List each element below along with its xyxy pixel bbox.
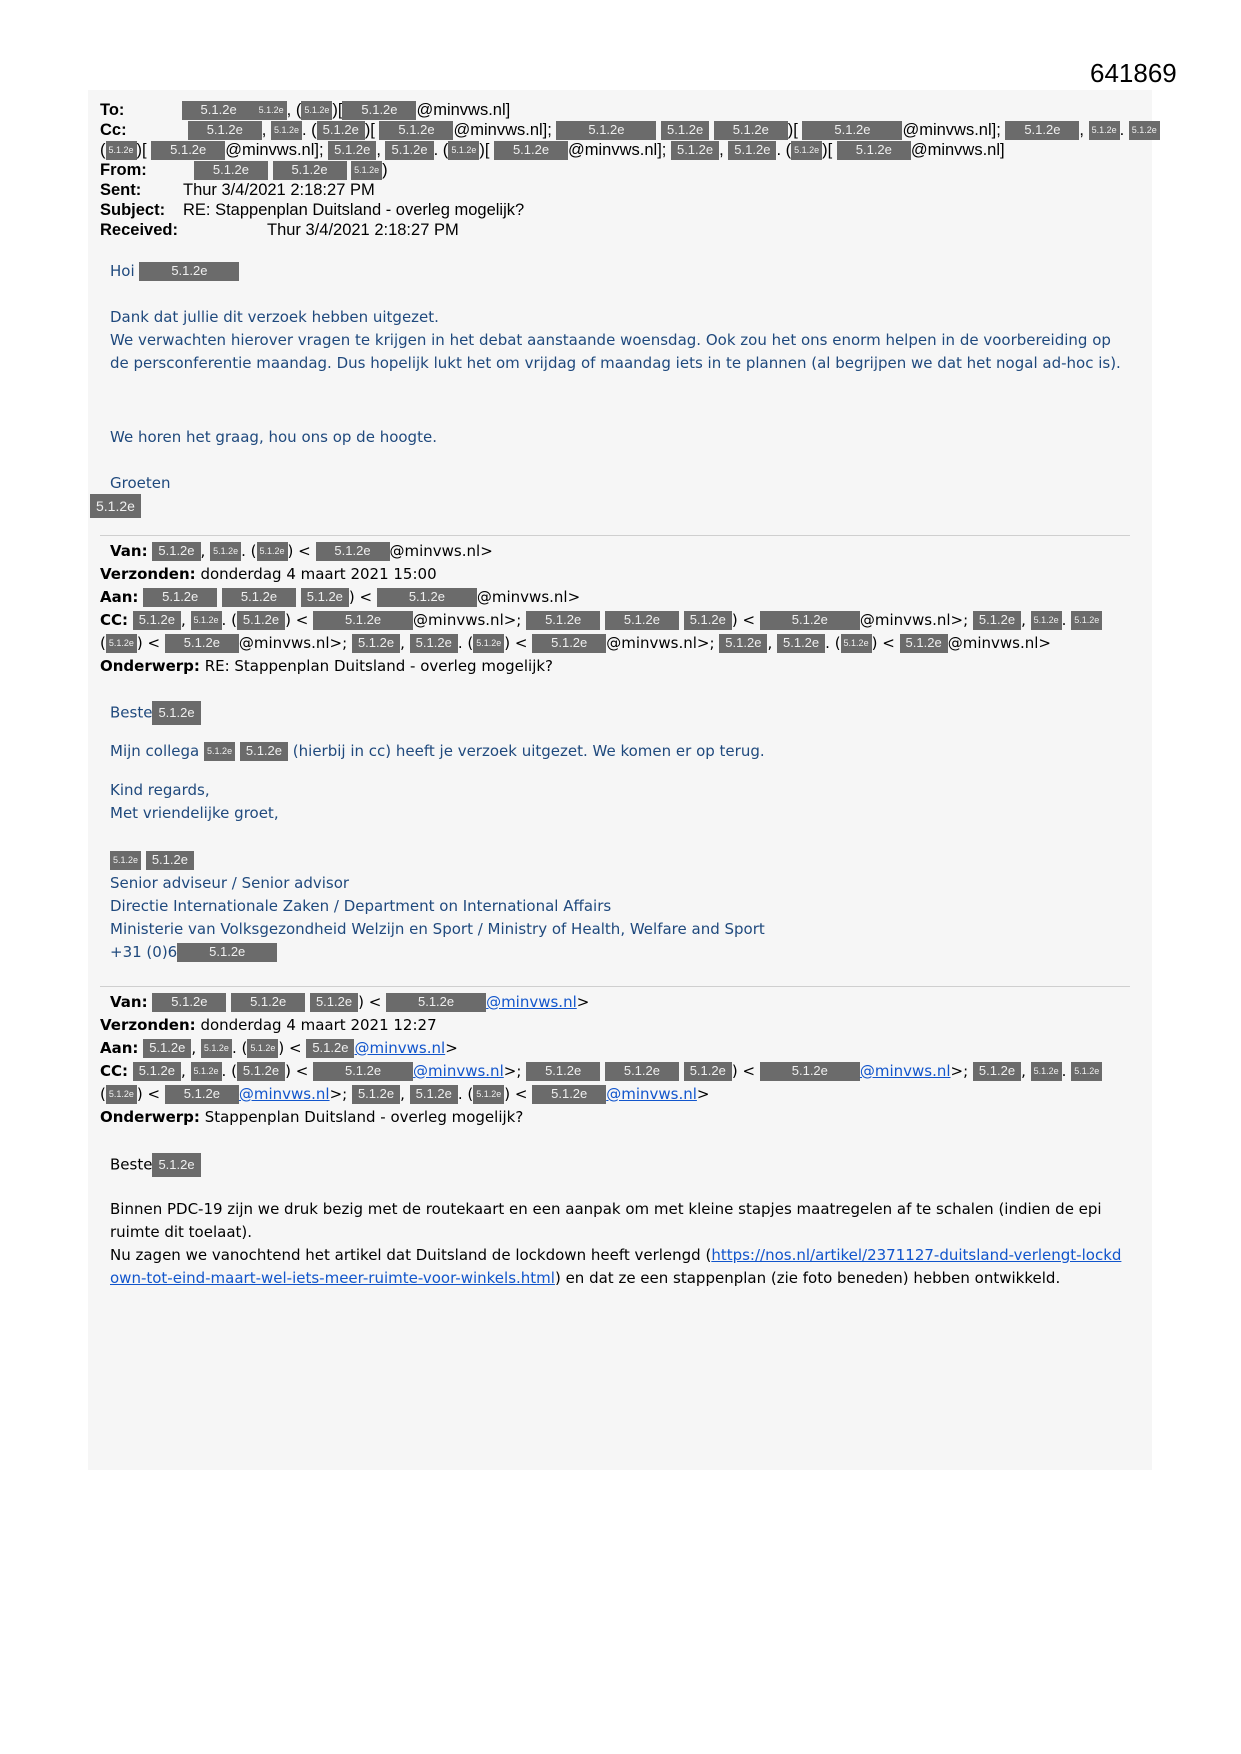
redaction: 5.1.2e xyxy=(379,121,453,140)
verzonden-value: donderdag 4 maart 2021 15:00 xyxy=(200,565,437,583)
redaction: 5.1.2e xyxy=(802,121,902,140)
redaction: 5.1.2e xyxy=(151,141,225,160)
msg3-p2: Nu zagen we vanochtend het artikel dat Duitsland de lockdown heeft verlengd (https://nos.nl/artikel/2371127-duitsland-verlengt-lockdown-tot-eind-maart-wel-iets-meer-ruimte-voor-winkels.html) en dat ze een stappenplan (zie foto beneden) hebben ontwikkeld. xyxy=(110,1246,1122,1287)
redaction: 5.1.2e xyxy=(237,1062,285,1081)
redaction: 5.1.2e xyxy=(273,161,347,180)
redaction: 5.1.2e xyxy=(191,1062,222,1081)
redaction: 5.1.2e xyxy=(661,121,709,140)
redaction: 5.1.2e xyxy=(210,542,241,561)
redaction: 5.1.2e xyxy=(152,701,200,725)
redaction: 5.1.2e xyxy=(473,634,504,653)
msg1-p2: We verwachten hierover vragen te krijgen in het debat aanstaande woensdag. Ook zou het ons enorm helpen in de voorbereiding op de persconferentie maandag. Dus hopelijk lukt het om vrijdag of maandag iets in te plannen (al begrijpen we dat het nogal ad-hoc is). xyxy=(110,331,1121,372)
redaction: 5.1.2e xyxy=(352,1085,400,1104)
redaction: 5.1.2e xyxy=(152,542,200,561)
msg3-van-row: Van: 5.1.2e 5.1.2e 5.1.2e ) < 5.1.2e @minvws.nl> xyxy=(110,993,590,1011)
sent-label: Sent: xyxy=(100,181,142,199)
msg2-kind-regards: Kind regards, xyxy=(110,781,210,799)
redaction: 5.1.2e xyxy=(377,588,477,607)
msg3-cc-row2: ( 5.1.2e ) < 5.1.2e @minvws.nl>; 5.1.2e , 5.1.2e . ( 5.1.2e ) < 5.1.2e @minvws.nl> xyxy=(100,1085,710,1103)
msg1-p3: We horen het graag, hou ons op de hoogte. xyxy=(110,428,437,446)
redaction: 5.1.2e xyxy=(526,611,600,630)
subject-label: Subject: xyxy=(100,201,166,219)
redaction: 5.1.2e xyxy=(1005,121,1079,140)
signature-phone: +31 (0)6 5.1.2e xyxy=(110,941,277,964)
msg2-cc-row2: ( 5.1.2e ) < 5.1.2e @minvws.nl>; 5.1.2e , 5.1.2e . ( 5.1.2e ) < 5.1.2e @minvws.nl>; 5.1.2e , 5.1.2e . ( 5.1.2e ) < 5.1.2e @minvws.nl> xyxy=(100,634,1051,652)
header-received-row xyxy=(100,220,459,240)
redaction: 5.1.2e xyxy=(760,1062,860,1081)
aan-domain: @minvws.nl> xyxy=(476,588,581,606)
msg1-closing: Groeten xyxy=(110,474,171,492)
redaction: 5.1.2e xyxy=(473,1085,504,1104)
msg3-greeting: Beste 5.1.2e xyxy=(110,1153,201,1177)
msg1-signature xyxy=(90,494,141,518)
redaction: 5.1.2e xyxy=(182,101,256,120)
van-label: Van: xyxy=(110,993,148,1011)
msg2-verzonden-row xyxy=(100,563,437,586)
onderwerp-value: RE: Stappenplan Duitsland - overleg mogelijk? xyxy=(204,657,554,675)
sent-value: Thur 3/4/2021 2:18:27 PM xyxy=(183,181,375,199)
redaction: 5.1.2e xyxy=(177,943,277,962)
redaction: 5.1.2e xyxy=(1129,121,1160,140)
redaction: 5.1.2e xyxy=(1071,611,1102,630)
redaction: 5.1.2e xyxy=(777,634,825,653)
msg2-greeting: Beste 5.1.2e xyxy=(110,701,201,725)
redaction: 5.1.2e xyxy=(231,993,305,1012)
redaction: 5.1.2e xyxy=(556,121,656,140)
redaction: 5.1.2e xyxy=(1031,611,1062,630)
signature-department: Directie Internationale Zaken / Department on International Affairs xyxy=(110,897,612,915)
header-from-row: From: 5.1.2e 5.1.2e 5.1.2e ) xyxy=(100,161,388,179)
msg2-cc-row1: CC: 5.1.2e , 5.1.2e . ( 5.1.2e ) < 5.1.2e @minvws.nl>; 5.1.2e 5.1.2e 5.1.2e ) < 5.1.2e @minvws.nl>; 5.1.2e , 5.1.2e . 5.1.2e xyxy=(100,609,1102,632)
header-cc-row1: Cc: 5.1.2e , 5.1.2e . ( 5.1.2e )[ 5.1.2e @minvws.nl]; 5.1.2e 5.1.2e 5.1.2e )[ 5.1.2e @minvws.nl]; 5.1.2e , 5.1.2e . 5.1.2e xyxy=(100,120,1160,140)
header-subject-row xyxy=(100,200,525,220)
redaction: 5.1.2e xyxy=(306,1039,354,1058)
redaction: 5.1.2e xyxy=(316,542,390,561)
redaction: 5.1.2e xyxy=(386,993,486,1012)
article-link[interactable]: https://nos.nl/artikel/2371127-duitsland-verlengt-lockdown-tot-eind-maart-wel-iets-meer-ruimte-voor-winkels.html xyxy=(110,1246,1122,1287)
redaction: 5.1.2e xyxy=(106,1085,137,1104)
msg2-van-row: Van: 5.1.2e , 5.1.2e . ( 5.1.2e ) < 5.1.2e @minvws.nl> xyxy=(110,542,493,560)
redaction: 5.1.2e xyxy=(139,262,239,281)
msg1-p1: Dank dat jullie dit verzoek hebben uitgezet. xyxy=(110,308,439,326)
cc-domain: @minvws.nl> xyxy=(947,634,1051,652)
aan-label: Aan: xyxy=(100,588,139,606)
redaction: 5.1.2e xyxy=(385,141,433,160)
redaction: 5.1.2e xyxy=(301,101,332,120)
to-label: To: xyxy=(100,101,125,119)
redaction: 5.1.2e xyxy=(191,611,222,630)
header-sent-row xyxy=(100,180,375,200)
msg2-met-vriendelijke-groet: Met vriendelijke groet, xyxy=(110,804,279,822)
msg2-onderwerp-row xyxy=(100,655,553,678)
redaction: 5.1.2e xyxy=(605,1062,679,1081)
signature-title: Senior adviseur / Senior advisor xyxy=(110,874,350,892)
cc-domain: @minvws.nl]; xyxy=(568,141,667,159)
msg2-line1: Mijn collega 5.1.2e 5.1.2e (hierbij in cc) heeft je verzoek uitgezet. We komen er op terug. xyxy=(110,742,765,760)
cc-domain: @minvws.nl>; xyxy=(606,634,715,652)
redaction: 5.1.2e xyxy=(671,141,719,160)
divider xyxy=(100,535,1130,536)
redaction: 5.1.2e xyxy=(1071,1062,1102,1081)
msg2-signature-name xyxy=(110,849,194,872)
divider xyxy=(100,986,1130,987)
redaction: 5.1.2e xyxy=(143,588,217,607)
redaction: 5.1.2e xyxy=(247,1039,278,1058)
redaction: 5.1.2e xyxy=(410,1085,458,1104)
redaction: 5.1.2e xyxy=(526,1062,600,1081)
redaction: 5.1.2e xyxy=(240,742,288,761)
redaction: 5.1.2e xyxy=(313,611,413,630)
redaction: 5.1.2e xyxy=(791,141,822,160)
email-link[interactable]: @minvws.nl xyxy=(354,1039,446,1057)
email-link[interactable]: @minvws.nl xyxy=(486,993,577,1011)
cc-domain: @minvws.nl>; xyxy=(859,611,969,629)
van-label: Van: xyxy=(110,542,148,560)
redaction: 5.1.2e xyxy=(1089,121,1120,140)
redaction: 5.1.2e xyxy=(165,634,239,653)
redaction: 5.1.2e xyxy=(313,1062,413,1081)
redaction: 5.1.2e xyxy=(684,1062,732,1081)
redaction: 5.1.2e xyxy=(317,121,365,140)
redaction: 5.1.2e xyxy=(194,161,268,180)
to-domain: @minvws.nl] xyxy=(416,101,511,119)
redaction: 5.1.2e xyxy=(271,121,302,140)
redaction: 5.1.2e xyxy=(152,993,226,1012)
redaction: 5.1.2e xyxy=(684,611,732,630)
redaction: 5.1.2e xyxy=(310,993,358,1012)
subject-value: RE: Stappenplan Duitsland - overleg mogelijk? xyxy=(183,201,525,219)
msg2-aan-row: Aan: 5.1.2e 5.1.2e 5.1.2e ) < 5.1.2e @minvws.nl> xyxy=(100,588,581,606)
redaction: 5.1.2e xyxy=(328,141,376,160)
onderwerp-label: Onderwerp: xyxy=(100,657,200,675)
received-value: Thur 3/4/2021 2:18:27 PM xyxy=(267,221,459,239)
redaction: 5.1.2e xyxy=(532,1085,606,1104)
redaction: 5.1.2e xyxy=(1031,1062,1062,1081)
email-link[interactable]: @minvws.nl xyxy=(238,1085,330,1103)
redaction: 5.1.2e xyxy=(201,1039,232,1058)
signature-ministry: Ministerie van Volksgezondheid Welzijn en Sport / Ministry of Health, Welfare and Sport xyxy=(110,920,765,938)
header-cc-row2: ( 5.1.2e )[ 5.1.2e @minvws.nl]; 5.1.2e , 5.1.2e . ( 5.1.2e )[ 5.1.2e @minvws.nl]; 5.1.2e , 5.1.2e . ( 5.1.2e )[ 5.1.2e @minvws.nl] xyxy=(100,141,1005,159)
cc-domain: @minvws.nl] xyxy=(910,141,1005,159)
msg1-greeting: Hoi 5.1.2e xyxy=(110,260,239,283)
msg3-onderwerp-row xyxy=(100,1106,523,1129)
cc-label: Cc: xyxy=(100,121,127,139)
cc-domain: @minvws.nl]; xyxy=(453,121,552,139)
redaction: 5.1.2e xyxy=(841,634,872,653)
redaction: 5.1.2e xyxy=(719,634,767,653)
redaction: 5.1.2e xyxy=(90,494,141,518)
redaction: 5.1.2e xyxy=(143,1039,191,1058)
onderwerp-value: Stappenplan Duitsland - overleg mogelijk? xyxy=(204,1108,524,1126)
redaction: 5.1.2e xyxy=(301,588,349,607)
cc-label: CC: xyxy=(100,1062,129,1080)
redaction: 5.1.2e xyxy=(222,588,296,607)
cc-label: CC: xyxy=(100,611,129,629)
verzonden-value: donderdag 4 maart 2021 12:27 xyxy=(200,1016,437,1034)
redaction: 5.1.2e xyxy=(728,141,776,160)
cc-domain: @minvws.nl]; xyxy=(225,141,324,159)
aan-label: Aan: xyxy=(100,1039,139,1057)
msg3-verzonden-row xyxy=(100,1014,437,1037)
redaction: 5.1.2e xyxy=(342,101,416,120)
redaction: 5.1.2e xyxy=(837,141,911,160)
verzonden-label: Verzonden: xyxy=(100,565,196,583)
redaction: 5.1.2e xyxy=(204,742,235,761)
redaction: 5.1.2e xyxy=(257,542,288,561)
redaction: 5.1.2e xyxy=(973,1062,1021,1081)
redaction: 5.1.2e xyxy=(106,141,137,160)
onderwerp-label: Onderwerp: xyxy=(100,1108,200,1126)
from-label: From: xyxy=(100,161,147,179)
redaction: 5.1.2e xyxy=(133,1062,181,1081)
redaction: 5.1.2e xyxy=(188,121,262,140)
cc-domain: @minvws.nl>; xyxy=(238,634,348,652)
email-link[interactable]: @minvws.nl xyxy=(859,1062,951,1080)
verzonden-label: Verzonden: xyxy=(100,1016,196,1034)
redaction: 5.1.2e xyxy=(448,141,479,160)
van-domain: @minvws.nl> xyxy=(389,542,493,560)
redaction: 5.1.2e xyxy=(532,634,606,653)
redaction: 5.1.2e xyxy=(900,634,948,653)
redaction: 5.1.2e xyxy=(494,141,568,160)
email-link[interactable]: @minvws.nl xyxy=(413,1062,504,1080)
redaction: 5.1.2e xyxy=(237,611,285,630)
redaction: 5.1.2e xyxy=(714,121,788,140)
msg3-aan-row: Aan: 5.1.2e , 5.1.2e . ( 5.1.2e ) < 5.1.2e @minvws.nl> xyxy=(100,1039,458,1057)
redaction: 5.1.2e xyxy=(352,634,400,653)
redaction: 5.1.2e xyxy=(152,1153,200,1177)
redaction: 5.1.2e xyxy=(106,634,137,653)
cc-domain: @minvws.nl]; xyxy=(902,121,1001,139)
redaction: 5.1.2e xyxy=(605,611,679,630)
received-label: Received: xyxy=(100,221,178,239)
email-link[interactable]: @minvws.nl xyxy=(606,1085,697,1103)
document-id: 641869 xyxy=(1090,58,1177,88)
cc-domain: @minvws.nl>; xyxy=(413,611,522,629)
redaction: 5.1.2e xyxy=(133,611,181,630)
redaction: 5.1.2e xyxy=(165,1085,239,1104)
redaction: 5.1.2e xyxy=(760,611,860,630)
redaction: 5.1.2e xyxy=(110,851,141,870)
msg3-cc-row1: CC: 5.1.2e , 5.1.2e . ( 5.1.2e ) < 5.1.2e @minvws.nl>; 5.1.2e 5.1.2e 5.1.2e ) < 5.1.2e @minvws.nl>; 5.1.2e , 5.1.2e . 5.1.2e xyxy=(100,1060,1102,1083)
redaction: 5.1.2e xyxy=(973,611,1021,630)
header-to-row: To: 5.1.2e 5.1.2e , ( 5.1.2e )[ 5.1.2e @minvws.nl] xyxy=(100,101,511,119)
redaction: 5.1.2e xyxy=(256,101,287,120)
redaction: 5.1.2e xyxy=(146,851,194,870)
redaction: 5.1.2e xyxy=(351,161,382,180)
redaction: 5.1.2e xyxy=(410,634,458,653)
msg3-p1: Binnen PDC-19 zijn we druk bezig met de routekaart en een aanpak om met kleine stapjes maatregelen af te schalen (indien de epi ruimte dit toelaat). xyxy=(110,1200,1102,1241)
